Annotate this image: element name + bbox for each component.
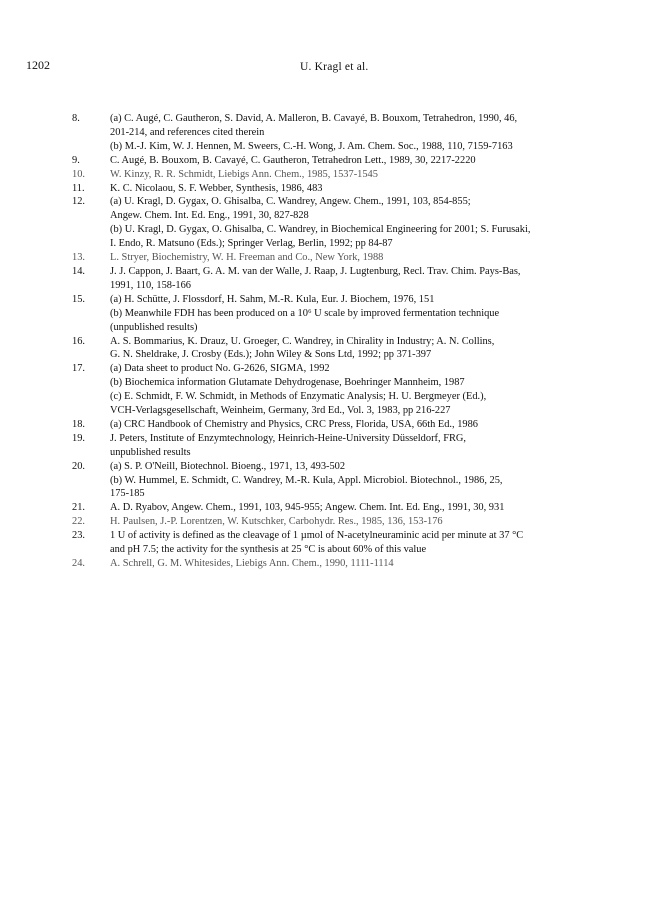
reference-line: unpublished results [110,446,191,458]
reference-line: A. S. Bommarius, K. Drauz, U. Groeger, C. Wandrey, in Chirality in Industry; A. N. Collins, [110,335,495,347]
reference-number: 8. [72,113,80,124]
reference-number: 18. [72,418,85,430]
reference-number: 10. [72,168,85,180]
reference-number: 17. [72,363,85,375]
reference-number: 19. [72,432,85,444]
reference-line: (unpublished results) [110,321,198,333]
reference-line: (a) C. Augé, C. Gautheron, S. David, A. Malleron, B. Cavayé, B. Bouxom, Tetrahedron, 1990, 46, [110,113,518,124]
reference-text [110,460,632,502]
reference-text [110,251,632,265]
reference-line: C. Augé, B. Bouxom, B. Cavayé, C. Gautheron, Tetrahedron Lett., 1989, 30, 2217-2220 [110,154,476,166]
reference-number: 20. [72,460,85,472]
reference-item [72,515,632,529]
reference-line: A. D. Ryabov, Angew. Chem., 1991, 103, 945-955; Angew. Chem. Int. Ed. Eng., 1991, 30, 931 [110,502,505,514]
reference-text [110,557,632,571]
reference-number: 24. [72,558,85,569]
reference-line: (a) H. Schütte, J. Flossdorf, H. Sahm, M.-R. Kula, Eur. J. Biochem, 1976, 151 [110,293,435,305]
reference-list [72,112,632,571]
reference-line: L. Stryer, Biochemistry, W. H. Freeman and Co., New York, 1988 [110,252,384,264]
reference-item [72,362,632,418]
reference-text [110,112,632,154]
reference-line: J. J. Cappon, J. Baart, G. A. M. van der Walle, J. Raap, J. Lugtenburg, Recl. Trav. Chim. Pays-Bas, [110,265,521,277]
reference-text [110,418,632,432]
reference-line: (a) U. Kragl, D. Gygax, O. Ghisalba, C. Wandrey, Angew. Chem., 1991, 103, 854-855; [110,196,471,208]
reference-line: (a) S. P. O'Neill, Biotechnol. Bioeng., 1971, 13, 493-502 [110,460,346,472]
reference-line: I. Endo, R. Matsuno (Eds.); Springer Verlag, Berlin, 1992; pp 84-87 [110,238,393,250]
reference-number: 23. [72,530,85,542]
reference-line: (b) Meanwhile FDH has been produced on a 10⁶ U scale by improved fermentation technique [110,307,500,319]
reference-text [110,432,632,460]
reference-item [72,557,632,571]
reference-line: (c) E. Schmidt, F. W. Schmidt, in Methods of Enzymatic Analysis; H. U. Bergmeyer (Ed.), [110,391,487,403]
reference-line: H. Paulsen, J.-P. Lorentzen, W. Kutschker, Carbohydr. Res., 1985, 136, 153-176 [110,516,443,528]
reference-text [110,182,632,196]
reference-item [72,529,632,557]
page-number: 1202 [26,58,50,72]
reference-item [72,112,632,154]
reference-item [72,251,632,265]
reference-text [110,362,632,418]
reference-number: 12. [72,196,85,208]
reference-line: (b) U. Kragl, D. Gygax, O. Ghisalba, C. Wandrey, in Biochemical Engineering for 2001; S. Furusaki, [110,224,531,236]
reference-item [72,501,632,515]
reference-text [110,335,632,363]
reference-text [110,168,632,182]
reference-line: G. N. Sheldrake, J. Crosby (Eds.); John Wiley & Sons Ltd, 1992; pp 371-397 [110,349,432,361]
reference-line: 1991, 110, 158-166 [110,279,192,291]
reference-text [110,529,632,557]
reference-line: (a) CRC Handbook of Chemistry and Physics, CRC Press, Florida, USA, 66th Ed., 1986 [110,418,478,430]
reference-line: 1 U of activity is defined as the cleavage of 1 µmol of N-acetylneuraminic acid per minute at 37 °C [110,530,524,542]
reference-number: 15. [72,293,85,305]
reference-number: 16. [72,335,85,347]
reference-line: Angew. Chem. Int. Ed. Eng., 1991, 30, 827-828 [110,210,309,222]
reference-number: 14. [72,265,85,277]
reference-item [72,168,632,182]
reference-text [110,293,632,335]
reference-line: J. Peters, Institute of Enzymtechnology, Heinrich-Heine-University Düsseldorf, FRG, [110,432,467,444]
running-head: U. Kragl et al. [300,61,369,73]
reference-text [110,501,632,515]
reference-line: (a) Data sheet to product No. G-2626, SIGMA, 1992 [110,363,330,375]
reference-number: 9. [72,154,80,166]
reference-line: A. Schrell, G. M. Whitesides, Liebigs Ann. Chem., 1990, 1111-1114 [110,558,394,569]
reference-item [72,418,632,432]
reference-line: K. C. Nicolaou, S. F. Webber, Synthesis, 1986, 483 [110,182,323,194]
reference-line: 201-214, and references cited therein [110,126,265,138]
reference-item [72,293,632,335]
reference-line: and pH 7.5; the activity for the synthesis at 25 °C is about 60% of this value [110,544,427,556]
reference-number: 13. [72,252,85,264]
reference-line: 175-185 [110,488,145,500]
reference-line: (b) M.-J. Kim, W. J. Hennen, M. Sweers, C.-H. Wong, J. Am. Chem. Soc., 1988, 110, 7159-7163 [110,140,513,152]
reference-number: 11. [72,182,85,194]
reference-line: (b) Biochemica information Glutamate Dehydrogenase, Boehringer Mannheim, 1987 [110,377,465,389]
reference-text [110,515,632,529]
reference-text [110,195,632,251]
reference-line: (b) W. Hummel, E. Schmidt, C. Wandrey, M.-R. Kula, Appl. Microbiol. Biotechnol., 1986, 25, [110,474,503,486]
reference-item [72,335,632,363]
reference-item [72,195,632,251]
reference-item [72,154,632,168]
reference-item [72,182,632,196]
reference-item [72,460,632,502]
reference-item [72,432,632,460]
reference-item [72,265,632,293]
reference-text [110,154,632,168]
reference-line: W. Kinzy, R. R. Schmidt, Liebigs Ann. Chem., 1985, 1537-1545 [110,168,378,180]
reference-number: 21. [72,502,85,514]
reference-text [110,265,632,293]
reference-number: 22. [72,516,85,528]
reference-line: VCH-Verlagsgesellschaft, Weinheim, Germany, 3rd Ed., Vol. 3, 1983, pp 216-227 [110,405,451,417]
